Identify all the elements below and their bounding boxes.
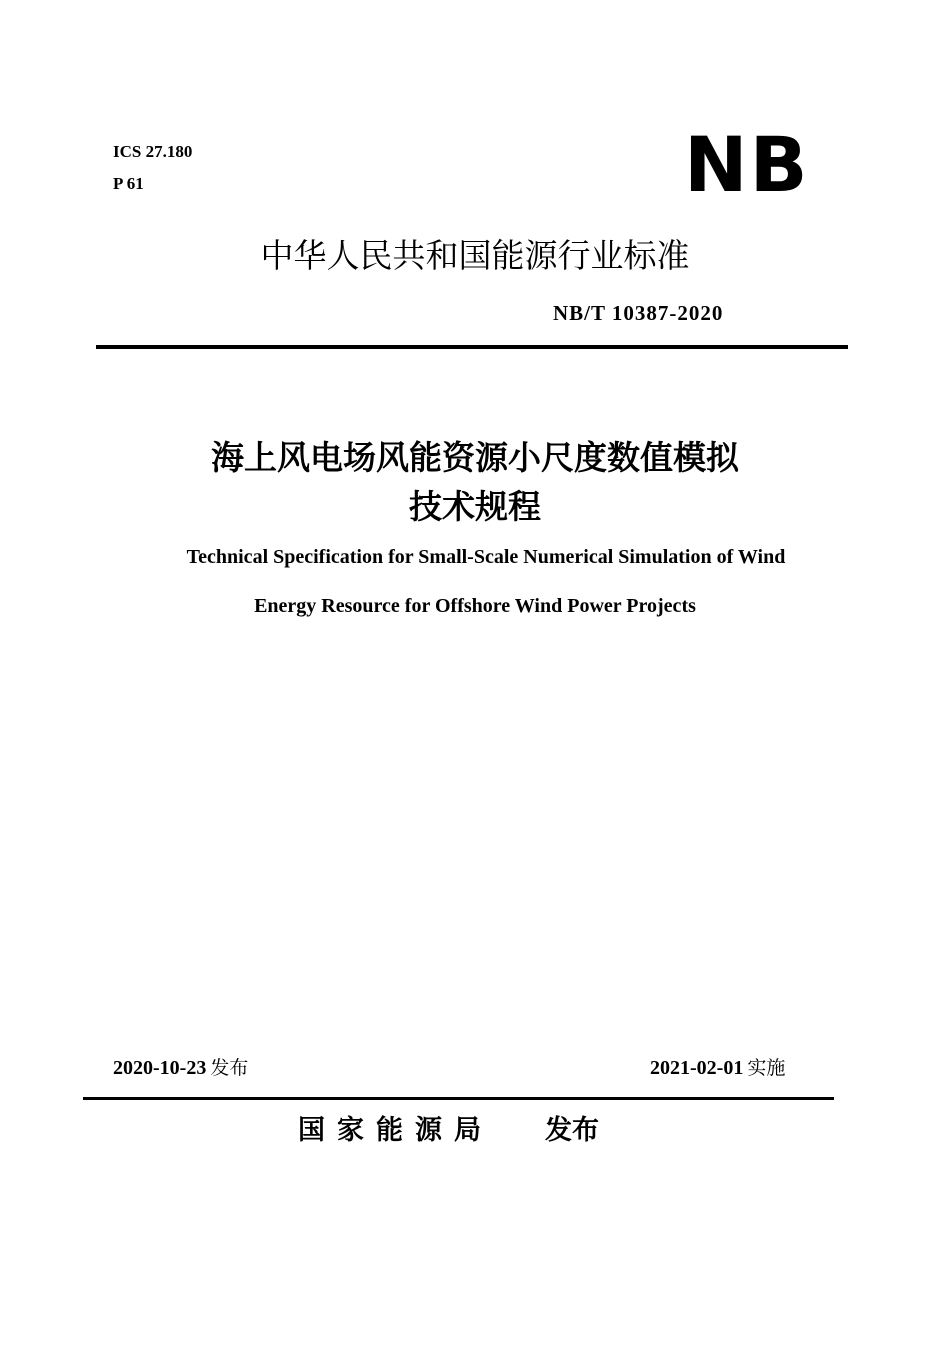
- classification-code: P 61: [113, 174, 144, 193]
- title-en-line1: Technical Specification for Small-Scale Numerical Simulation of Wind: [186, 546, 786, 568]
- bottom-divider: [83, 1097, 834, 1100]
- top-divider: [96, 345, 848, 349]
- implement-date: [650, 1054, 785, 1082]
- issue-date-label: 发布: [210, 1057, 249, 1079]
- issuer-name: 国家能源局: [298, 1115, 493, 1146]
- title-zh-line2: 技术规程: [409, 487, 541, 526]
- standard-number: NB/T 10387-2020: [553, 301, 724, 325]
- ics-code: ICS 27.180: [113, 142, 193, 161]
- nb-logo: NB: [684, 120, 810, 209]
- issue-date: [113, 1054, 248, 1082]
- issuer-issue-word: 发布: [545, 1115, 599, 1146]
- standard-type: [0, 233, 950, 279]
- title-zh-line1: 海上风电场风能资源小尺度数值模拟: [211, 438, 739, 477]
- standard-type-text: 中华人民共和国能源行业标准: [260, 236, 690, 275]
- implement-date-label: 实施: [747, 1057, 786, 1079]
- title-en-line2: Energy Resource for Offshore Wind Power Projects: [254, 595, 696, 617]
- issue-date-value: 2020-10-23: [113, 1057, 207, 1079]
- implement-date-value: 2021-02-01: [650, 1057, 744, 1079]
